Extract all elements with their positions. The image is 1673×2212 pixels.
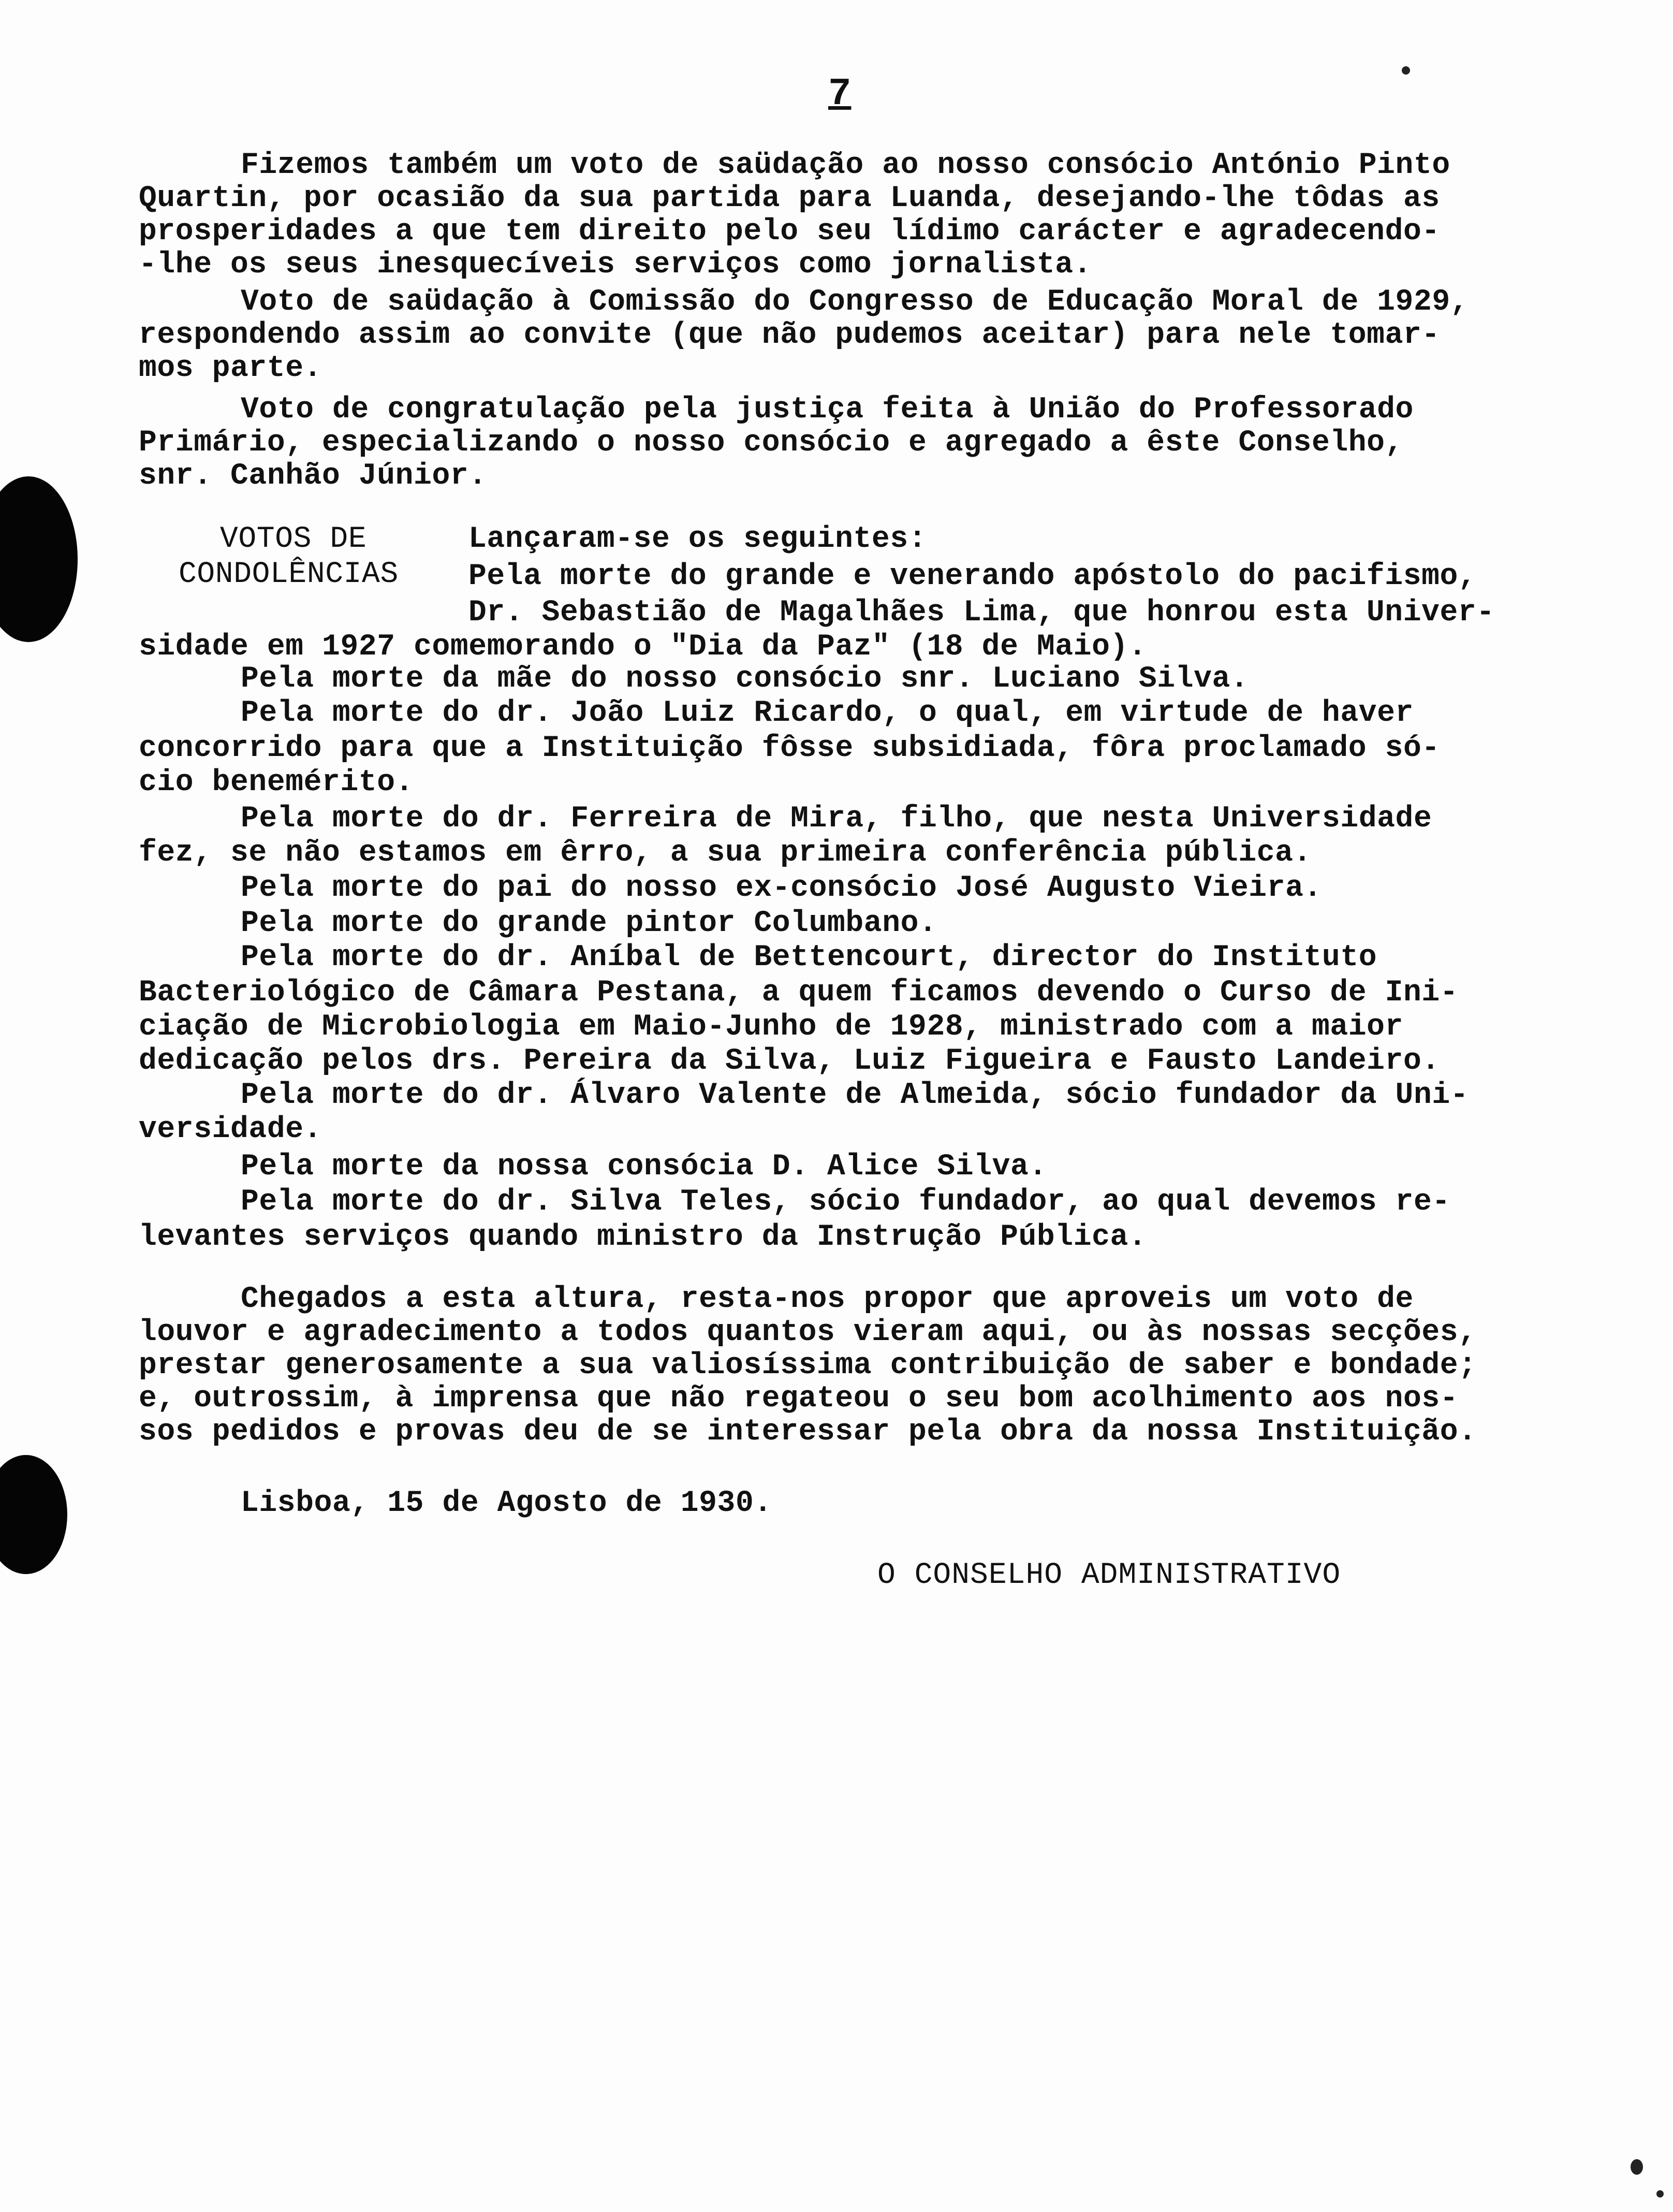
condolences-line-14: Bacteriológico de Câmara Pestana, a quem ficamos devendo o Curso de Ini- [139,976,1459,1010]
date-line: Lisboa, 15 de Agosto de 1930. [241,1487,772,1520]
paragraph-2-line-3: mos parte. [139,352,322,385]
paragraph-2-line-2: respondendo assim ao convite (que não pudemos aceitar) para nele tomar- [139,318,1440,352]
paragraph-2-line-1: Voto de saüdação à Comissão do Congresso de Educação Moral de 1929, [241,285,1469,319]
paragraph-1-line-1: Fizemos também um voto de saüdação ao nosso consócio António Pinto [241,149,1450,182]
speck-1 [1402,66,1410,75]
condolences-line-18: versidade. [139,1113,322,1146]
paragraph-3-line-1: Voto de congratulação pela justiça feita à União do Professorado [241,393,1414,427]
condolences-line-9: Pela morte do dr. Ferreira de Mira, filho, que nesta Universidade [241,802,1432,836]
ink-blot-top [0,476,78,642]
closing-line-3: prestar generosamente a sua valiosíssima contribuição de saber e bondade; [139,1349,1477,1382]
condolences-line-4: sidade em 1927 comemorando o "Dia da Paz" (18 de Maio). [139,630,1147,664]
speck-3 [1656,2190,1664,2198]
closing-line-2: louvor e agradecimento a todos quantos vieram aqui, ou às nossas secções, [139,1316,1477,1349]
condolences-line-10: fez, se não estamos em êrro, a sua primeira conferência pública. [139,836,1312,870]
condolences-line-17: Pela morte do dr. Álvaro Valente de Almeida, sócio fundador da Uni- [241,1079,1469,1112]
signature: O CONSELHO ADMINISTRATIVO [877,1559,1341,1592]
condolences-line-3: Dr. Sebastião de Magalhães Lima, que honrou esta Univer- [468,596,1495,630]
condolences-line-2: Pela morte do grande e venerando apóstolo do pacifismo, [468,560,1477,593]
condolences-line-6: Pela morte do dr. João Luiz Ricardo, o qual, em virtude de haver [241,696,1414,730]
condolences-line-12: Pela morte do grande pintor Columbano. [241,907,937,940]
closing-line-1: Chegados a esta altura, resta-nos propor que aproveis um voto de [241,1283,1414,1316]
closing-line-4: e, outrossim, à imprensa que não regateou o seu bom acolhimento aos nos- [139,1382,1459,1416]
condolences-line-1: Lançaram-se os seguintes: [468,522,927,556]
paragraph-1-line-4: -lhe os seus inesquecíveis serviços como jornalista. [139,248,1092,282]
condolences-line-8: cio benemérito. [139,766,414,799]
condolences-line-11: Pela morte do pai do nosso ex-consócio José Augusto Vieira. [241,871,1322,905]
speck-2 [1631,2159,1643,2175]
condolences-line-16: dedicação pelos drs. Pereira da Silva, Luiz Figueira e Fausto Landeiro. [139,1044,1440,1078]
condolences-line-7: concorrido para que a Instituição fôsse subsidiada, fôra proclamado só- [139,732,1440,765]
condolences-line-19: Pela morte da nossa consócia D. Alice Silva. [241,1150,1047,1184]
margin-heading-line-2: CONDOLÊNCIAS [179,558,399,591]
condolences-line-5: Pela morte da mãe do nosso consócio snr. Luciano Silva. [241,662,1249,696]
paragraph-3-line-2: Primário, especializando o nosso consócio e agregado a êste Conselho, [139,426,1403,460]
page-number: 7 [828,72,852,116]
paragraph-3-line-3: snr. Canhão Júnior. [139,459,487,493]
paragraph-1-line-2: Quartin, por ocasião da sua partida para Luanda, desejando-lhe tôdas as [139,182,1440,215]
closing-line-5: sos pedidos e provas deu de se interessar pela obra da nossa Instituição. [139,1415,1477,1449]
condolences-line-13: Pela morte do dr. Aníbal de Bettencourt, director do Instituto [241,941,1377,974]
margin-heading-line-1: VOTOS DE [220,522,367,556]
ink-blot-bottom [0,1455,67,1574]
condolences-line-20: Pela morte do dr. Silva Teles, sócio fundador, ao qual devemos re- [241,1185,1450,1219]
condolences-line-15: ciação de Microbiologia em Maio-Junho de 1928, ministrado com a maior [139,1010,1403,1044]
condolences-line-21: levantes serviços quando ministro da Instrução Pública. [139,1220,1147,1254]
paragraph-1-line-3: prosperidades a que tem direito pelo seu lídimo carácter e agradecendo- [139,215,1440,249]
